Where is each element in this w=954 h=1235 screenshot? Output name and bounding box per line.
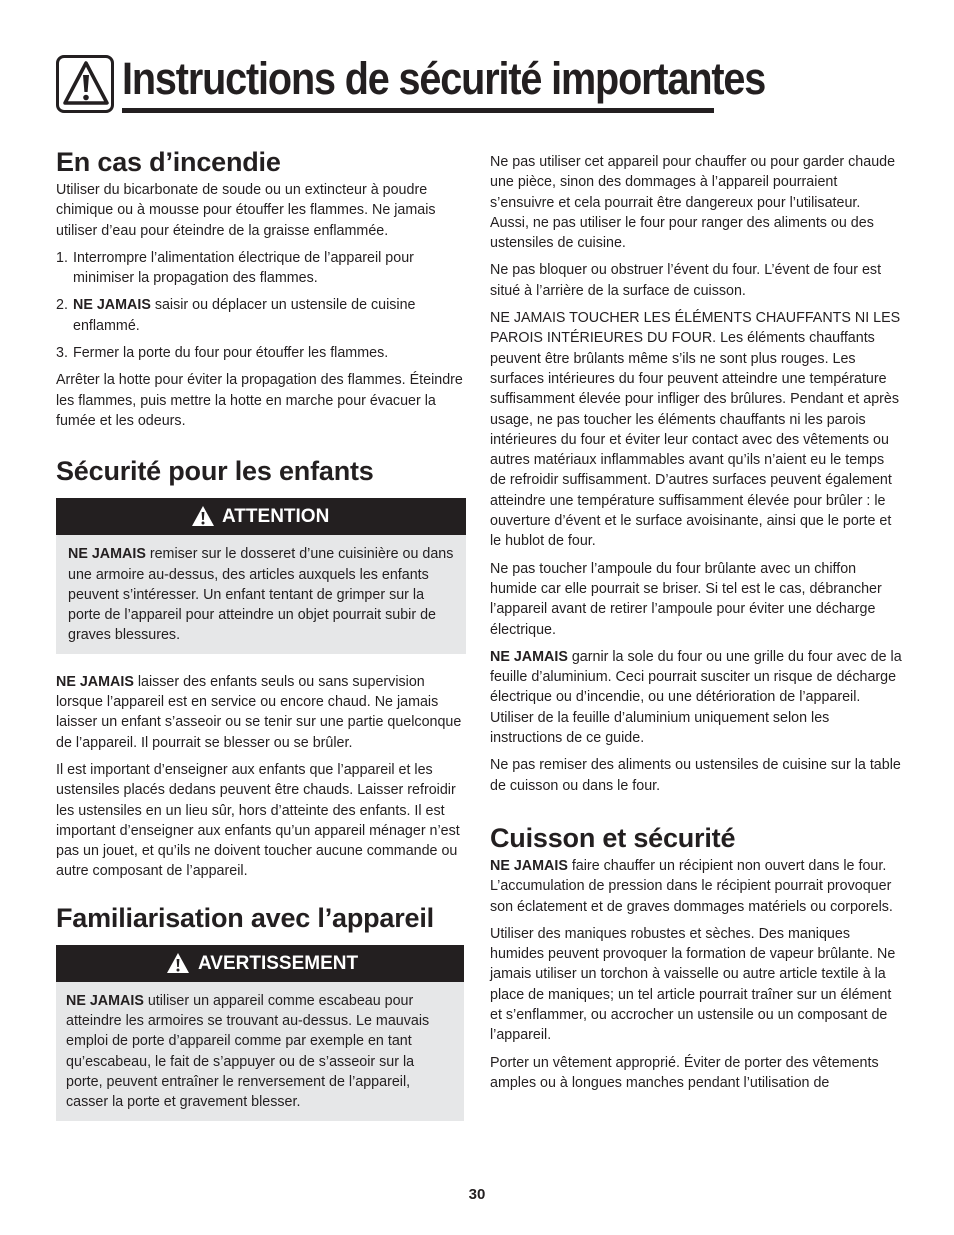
children-paragraph: Il est important d’enseigner aux enfants que l’appareil et les ustensiles placés dedans peuvent être chauds. Laisser refroidir les ustensiles en un lieu sûr, hors d’atteinte des enfants. Il est important d’enseigner aux enfants qu’un appareil ménager n’est pas un jouet, et qu’ils ne doivent toucher aucune commande ou autre composant de l’appareil. [56,761,460,880]
right-column [490,152,902,1100]
cooking-heading: Cuisson et sécurité [490,822,736,853]
attention-label: ATTENTION [222,506,330,528]
page-title: Instructions de sécurité importantes [122,53,766,104]
cooking-paragraph: Porter un vêtement approprié. Éviter de porter des vêtements amples ou à longues manches pendant l’utilisation de [490,1054,879,1091]
right-paragraph: Ne pas utiliser cet appareil pour chauffer ou pour garder chaude une pièce, sinon des dommages à l’appareil pourraient s’ensuivre et cela pourrait être dangereux pour l’utilisateur. Aussi, ne pas utiliser le four pour ranger des aliments ou des ustensiles de cuisine. [490,154,896,252]
right-paragraph: Ne pas toucher l’ampoule du four brûlante avec un chiffon humide car elle pourrait se briser. Si tel est le cas, débrancher l’appareil avant de retirer l’ampoule pour éviter une décharge électrique. [490,560,882,638]
children-paragraph: NE JAMAIS laisser des enfants seuls ou sans supervision lorsque l’appareil est en service ou encore chaud. Ne jamais laisser un enfant s’asseoir ou se tenir sur une partie quelconque de l’appareil. Il pourrait se blesser ou se brûler. [56,673,462,751]
right-paragraph: Ne pas bloquer ou obstruer l’évent du four. L’évent de four est situé à l’arrière de la surface de cuisson. [490,262,882,299]
avertissement-header [56,945,464,982]
fire-step: 3. Fermer la porte du four pour étouffer les flammes. [56,345,389,362]
fire-heading: En cas d’incendie [56,147,281,177]
attention-box [56,498,466,653]
fire-outro: Arrêter la hotte pour éviter la propagation des flammes. Éteindre les flammes, puis mettre la hotte en marche pour évacuer la fumée et les odeurs. [56,372,463,429]
fire-step: 1. Interrompre l’alimentation électrique de l’appareil pour minimiser la propagation des flammes. [56,249,414,287]
page-number: 30 [468,1186,486,1203]
appliance-heading: Familiarisation avec l’appareil [56,902,434,933]
right-paragraph: NE JAMAIS garnir la sole du four ou une grille du four avec de la feuille d’aluminium. Ceci pourrait susciter un risque de décharge électrique ou d’incendie, ou une détérioration de l’appareil. Utiliser de la feuille d’aluminium uniquement selon les instructions de ce guide. [490,648,902,747]
warning-triangle-icon [166,952,190,974]
avertissement-body: NE JAMAIS utiliser un appareil comme escabeau pour atteindre les armoires se trouvant au-dessus. Le mauvais emploi de porte d’appareil comme par exemple en tant qu’escabeau, le fait de s’appuyer ou de s’asseoir sur la porte, peuvent entraîner le renversement de l’appareil, casser la porte et gravement blesser. [66,992,430,1111]
avertissement-label: AVERTISSEMENT [198,952,359,974]
attention-header [56,498,466,535]
warning-triangle-icon [191,505,215,527]
attention-body: NE JAMAIS remiser sur le dosseret d’une cuisinière ou dans une armoire au-dessus, des articles auxquels les enfants peuvent s’intéresser. Un enfant tentant de grimper sur la porte de l’appareil pour atteindre un objet pourrait subir de graves blessures. [68,546,454,644]
children-heading: Sécurité pour les enfants [56,456,374,487]
fire-steps [56,248,468,363]
fire-step: 2. NE JAMAIS saisir ou déplacer un ustensile de cuisine enflammé. [56,297,416,334]
right-paragraph: NE JAMAIS TOUCHER LES ÉLÉMENTS CHAUFFANTS NI LES PAROIS INTÉRIEURES DU FOUR. Les éléments chauffants peuvent être brûlants même s’ils ne sont plus rouges. Les surfaces intérieures du four peuvent atteindre une température suffisamment élevée pour infliger des brûlures. Pendant et après usage, ne pas toucher les éléments chauffants ni les parois intérieures du four et éviter leur contact avec des vêtements ou autres matériaux inflammables avant qu’ils n’aient eu le temps de refroidir suffisamment. D’autres surfaces peuvent également atteindre une température suffisamment élevée pour brûler : le ouverture d’évent et le surface avoisinante, ainsi que le porte et le hublot de four. [490,310,901,550]
cooking-paragraph: Utiliser des maniques robustes et sèches. Des maniques humides peuvent provoquer la formation de vapeur brûlante. Ne jamais utiliser un torchon à vaisselle ou autre article textile à la place de maniques; un tel article pourrait traîner sur un élément et s’enflammer, ou accrocher un ustensile ou un composant de l’appareil. [490,925,896,1044]
avertissement-box [56,945,464,1121]
title-underline [122,108,714,113]
fire-intro: Utiliser du bicarbonate de soude ou un extincteur à poudre chimique ou à mousse pour étouffer les flammes. Ne jamais utiliser d’eau pour éteindre de la graisse enflammée. [56,182,436,239]
cooking-paragraph: NE JAMAIS faire chauffer un récipient non ouvert dans le four. L’accumulation de pression dans le récipient pourrait provoquer son éclatement et de graves dommages matériels ou corporels. [490,857,893,915]
warning-triangle-icon [56,55,114,113]
left-column [56,144,468,1121]
right-paragraph: Ne pas remiser des aliments ou ustensiles de cuisine sur la table de cuisson ou dans le four. [490,757,901,794]
